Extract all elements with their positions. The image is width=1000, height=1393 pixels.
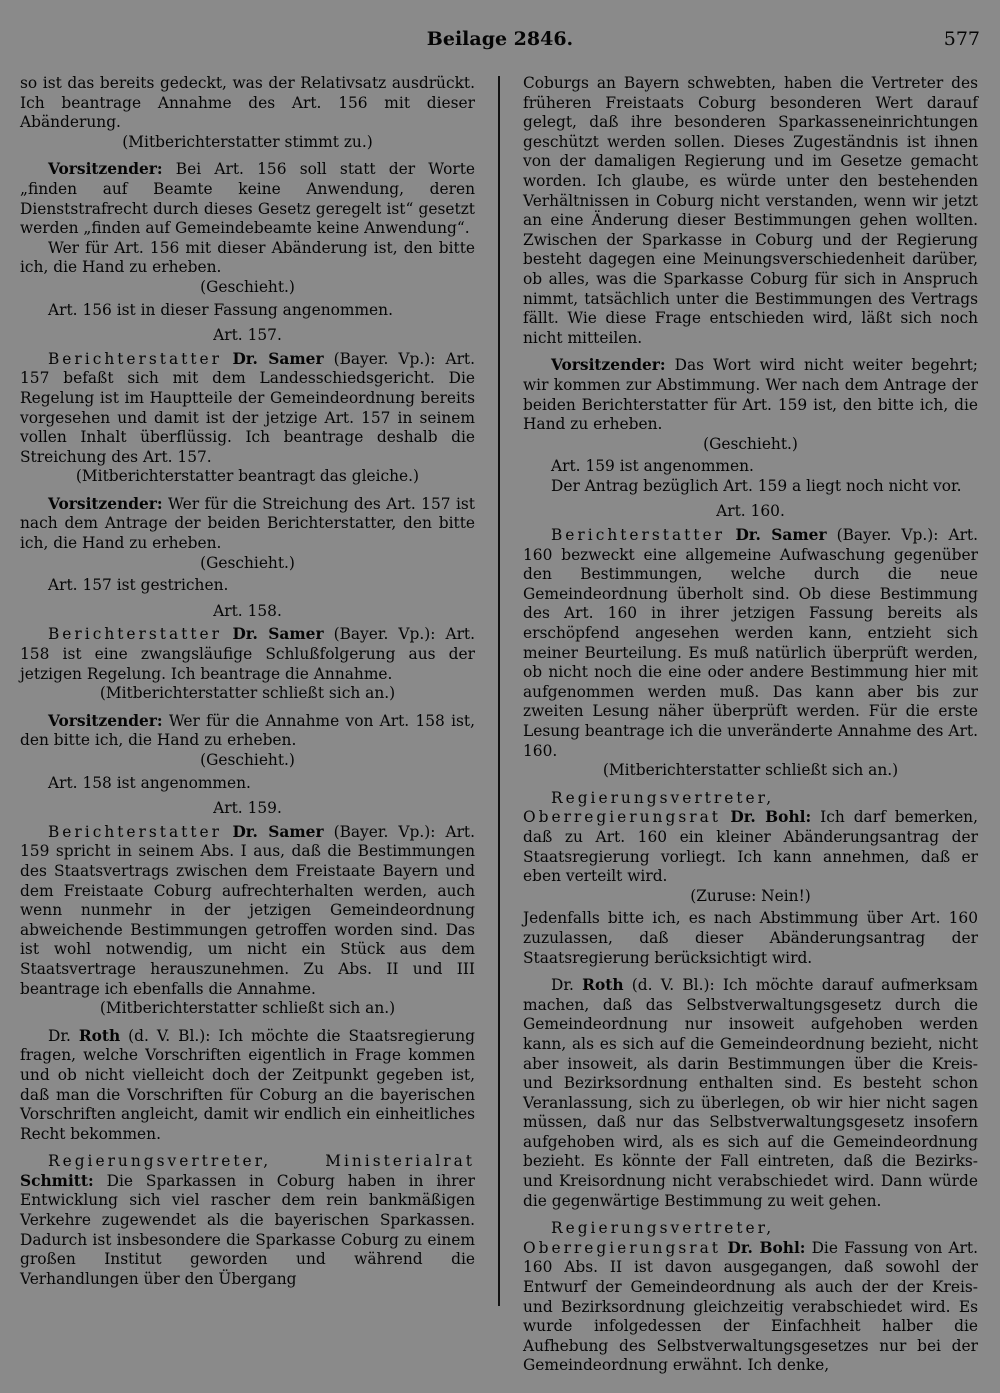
column-divider: [498, 76, 500, 1306]
paragraph: Art. 156 ist in dieser Fassung angenommen.: [48, 300, 393, 319]
speech-text: Ich darf bemerken, daß zu Art. 160 ein kleiner Abänderungsantrag der Staatsregierung vorliegt. Ich kann annehmen, daß er eben verteilt wird.: [523, 808, 978, 886]
paragraph: so ist das bereits gedeckt, was der Relativsatz ausdrückt. Ich beantrage Annahme des Art. 156 mit dieser Abänderung.: [20, 74, 475, 132]
paragraph: [20, 1152, 475, 1289]
speaker-name: Roth: [78, 1026, 121, 1045]
parenthetical-note: (Geschieht.): [200, 751, 295, 769]
speech-text: (Bayer. Vp.): Art. 160 bezweckt eine allgemeine Aufwaschung gegenüber den Bestimmungen, welche durch die neue Gemeindeordnung überholt sind. Ob diese Bestimmung des Art. 160 in ihrer jetzigen Fassung bereits als erschöpfend angesehen werden kann, entzieht sich meiner Beurteilung. Es muß natürlich überprüft werden, ob nicht noch die eine oder andere Bestimmung hier mit aufgenommen werden muß. Das kann aber bis zur zweiten Lesung näher überprüft werden. Für die erste Lesung beantrage ich die unveränderte Annahme des Art. 160.: [523, 526, 979, 760]
paragraph: [20, 1027, 475, 1145]
paragraph: [523, 1219, 978, 1376]
parenthetical-note: (Mitberichterstatter schließt sich an.): [99, 999, 396, 1018]
parenthetical-note: (Mitberichterstatter schließt sich an.): [602, 761, 899, 780]
paragraph: [20, 495, 475, 554]
speaker-name: Vorsitzender:: [48, 711, 163, 730]
paragraph: [523, 789, 978, 887]
speaker-name: Dr. Samer: [221, 349, 324, 368]
speech-text: (Bayer. Vp.): Art. 159 spricht in seinem Abs. I aus, daß die Bestimmungen des Staatsvertrags zwischen dem Freistaate Bayern und dem Freistaate Coburg aufrechterhalten werden, auch wenn nunmehr in der jetzigen Gemeindeordnung abweichende Bestimmungen getroffen worden sind. Das ist wohl notwendig, um nicht ein Stück aus dem Staatsvertrage herauszunehmen. Zu Abs. II und III beantrage ich ebenfalls die Annahme.: [20, 822, 476, 998]
section-heading: Art. 157.: [213, 326, 282, 345]
speaker-name: Schmitt:: [20, 1171, 94, 1190]
paragraph: Wer für Art. 156 mit dieser Abänderung ist, den bitte ich, die Hand zu erheben.: [20, 238, 475, 277]
section-heading: Art. 158.: [213, 601, 282, 620]
paragraph: [20, 712, 475, 751]
speaker-name: Dr. Bohl:: [720, 808, 812, 827]
paragraph: Der Antrag bezüglich Art. 159 a liegt noch nicht vor.: [551, 476, 962, 495]
speech-text: (d. V. Bl.): Ich möchte die Staatsregierung fragen, welche Vorschriften eigentlich in Frage kommen und ob nicht vielleicht doch der Zeitpunkt gegeben ist, daß man die Vorschriften für Coburg an die bayerischen Vorschriften angleicht, damit wir endlich ein einheitliches Recht bekommen.: [20, 1026, 475, 1143]
paragraph: [523, 526, 978, 761]
speaker-name: Roth: [582, 976, 624, 995]
parenthetical-note: (Mitberichterstatter stimmt zu.): [122, 132, 373, 151]
paragraph: [20, 823, 475, 999]
speaker-name: Vorsitzender:: [48, 494, 163, 513]
paragraph: Art. 159 ist angenommen.: [551, 457, 754, 476]
speaker-title: Dr.: [551, 976, 583, 995]
header-title: Beilage 2846.: [426, 28, 574, 50]
parenthetical-note: (Geschieht.): [703, 434, 798, 453]
speaker-role: Regierungsvertreter, Oberregierungsrat: [523, 1219, 775, 1257]
paragraph: [20, 625, 475, 684]
speech-text: Das Wort wird nicht weiter begehrt; wir kommen zur Abstimmung. Wer nach dem Antrage der beiden Berichterstatter für Art. 159 ist, den bitte ich, die Hand zu erheben.: [523, 356, 978, 434]
speaker-role: Berichterstatter: [48, 349, 222, 368]
paragraph: [20, 160, 475, 238]
speaker-role: Berichterstatter: [551, 526, 725, 545]
speech-text: (Bayer. Vp.): Art. 157 befaßt sich mit dem Landesschiedsgericht. Die Regelung ist im Hauptteile der Gemeindeordnung bereits vorgesehen und damit ist der jetzige Art. 157 in seinem vollen Inhalt überflüssig. Ich beantrage deshalb die Streichung des Art. 157.: [20, 349, 476, 466]
speech-text: Bei Art. 156 soll statt der Worte „finden auf Beamte keine Anwendung, deren Dienststrafrecht durch dieses Gesetz geregelt ist“ gesetzt werden „finden auf Gemeindebeamte keine Anwendung“.: [20, 160, 475, 238]
speech-text: (d. V. Bl.): Ich möchte darauf aufmerksam machen, daß das Selbstverwaltungsgesetz durch die Gemeindeordnung nur insoweit aufgehoben werden kann, als es sich auf die Gemeindeordnung bezieht, nicht aber insoweit, als darin Bestimmungen über die Kreis- und Bezirksordnung enthalten sind. Es besteht schon Veranlassung, sich zu überlegen, ob wir hier nicht sagen müssen, daß nur das Selbstverwaltungsgesetz insofern aufgehoben wird, als es sich auf die Gemeindeordnung bezieht. Es könnte der Fall eintreten, daß die Bezirks- und Kreisordnung nicht verabschiedet wird. Dann würde die gegenwärtige Bestimmung zu weit gehen.: [523, 976, 978, 1210]
speaker-name: Dr. Samer: [221, 625, 324, 644]
paragraph: [523, 356, 978, 434]
speech-text: Wer für die Streichung des Art. 157 ist nach dem Antrage der beiden Berichterstatter, den bitte ich, die Hand zu erheben.: [20, 494, 475, 553]
paragraph: Jedenfalls bitte ich, es nach Abstimmung über Art. 160 zuzulassen, daß dieser Abänderungsantrag der Staatsregierung berücksichtigt wird.: [523, 909, 978, 967]
paragraph: Art. 157 ist gestrichen.: [48, 576, 229, 595]
parenthetical-note: (Zuruse: Nein!): [690, 886, 811, 905]
speech-text: (Bayer. Vp.): Art. 158 ist eine zwangsläufige Schlußfolgerung aus der jetzigen Regelung. Ich beantrage die Annahme.: [20, 625, 476, 683]
paragraph: Art. 158 ist angenommen.: [48, 773, 251, 792]
left-column: [20, 74, 475, 1289]
parenthetical-note: (Geschieht.): [200, 277, 295, 296]
paragraph: [20, 350, 475, 468]
speaker-title: Dr.: [48, 1026, 79, 1045]
speaker-name: Dr. Samer: [724, 526, 827, 545]
speaker-role: Regierungsvertreter, Oberregierungsrat: [523, 788, 775, 827]
speaker-name: Dr. Bohl:: [720, 1238, 806, 1257]
speaker-role: Regierungsvertreter, Ministerialrat: [48, 1152, 475, 1171]
speech-text: Wer für die Annahme von Art. 158 ist, den bitte ich, die Hand zu erheben.: [20, 711, 475, 750]
speaker-name: Vorsitzender:: [551, 356, 666, 375]
section-heading: Art. 160.: [716, 502, 785, 521]
right-column: [523, 74, 978, 1376]
paragraph: Coburgs an Bayern schwebten, haben die Vertreter des früheren Freistaats Coburg besonderen Wert darauf gelegt, daß ihre besonderen Sparkasseneinrichtungen geschützt werden sollen. Dieses Zugeständnis ist ihnen von der damaligen Regierung und im Gesetze gemacht worden. Ich glaube, es würde unter den bestehenden Verhältnissen in Coburg nicht verstanden, wenn wir jetzt an eine Änderung dieser Bestimmungen gehen wollten. Zwischen der Sparkasse in Coburg und der Regierung besteht dagegen eine Meinungsverschiedenheit darüber, ob alles, was die Sparkasse Coburg für sich in Anspruch nimmt, tatsächlich unter die Bestimmungen des Vertrags fällt. Wie diese Frage entschieden wird, läßt sich noch nicht mitteilen.: [523, 74, 978, 347]
speech-text: Die Sparkassen in Coburg haben in ihrer Entwicklung sich viel rascher dem rein bankmäßigen Verkehre zugewendet als die bayerischen Sparkassen. Dadurch ist insbesondere die Sparkasse Coburg zu einem großen Institut geworden und während die Verhandlungen über den Übergang: [20, 1171, 475, 1288]
speaker-role: Berichterstatter: [48, 822, 222, 841]
paragraph: [523, 976, 978, 1211]
speech-text: Die Fassung von Art. 160 Abs. II ist davon ausgegangen, daß sowohl der Entwurf der Gemeindeordnung als auch der der Kreis- und Bezirksordnung gleichzeitig verabschiedet wird. Es wurde infolgedessen der Einfachheit halber die Aufhebung des Selbstverwaltungsgesetzes nur bei der Gemeindeordnung erwähnt. Ich denke,: [523, 1238, 978, 1375]
section-heading: Art. 159.: [213, 799, 282, 818]
parenthetical-note: (Geschieht.): [200, 553, 295, 572]
speaker-role: Berichterstatter: [48, 625, 222, 644]
parenthetical-note: (Mitberichterstatter schließt sich an.): [99, 684, 396, 703]
page-number: 577: [943, 28, 980, 50]
page-header: [0, 26, 1000, 56]
speaker-name: Dr. Samer: [221, 822, 324, 841]
parenthetical-note: (Mitberichterstatter beantragt das gleiche.): [75, 467, 420, 486]
speaker-name: Vorsitzender:: [48, 160, 163, 179]
